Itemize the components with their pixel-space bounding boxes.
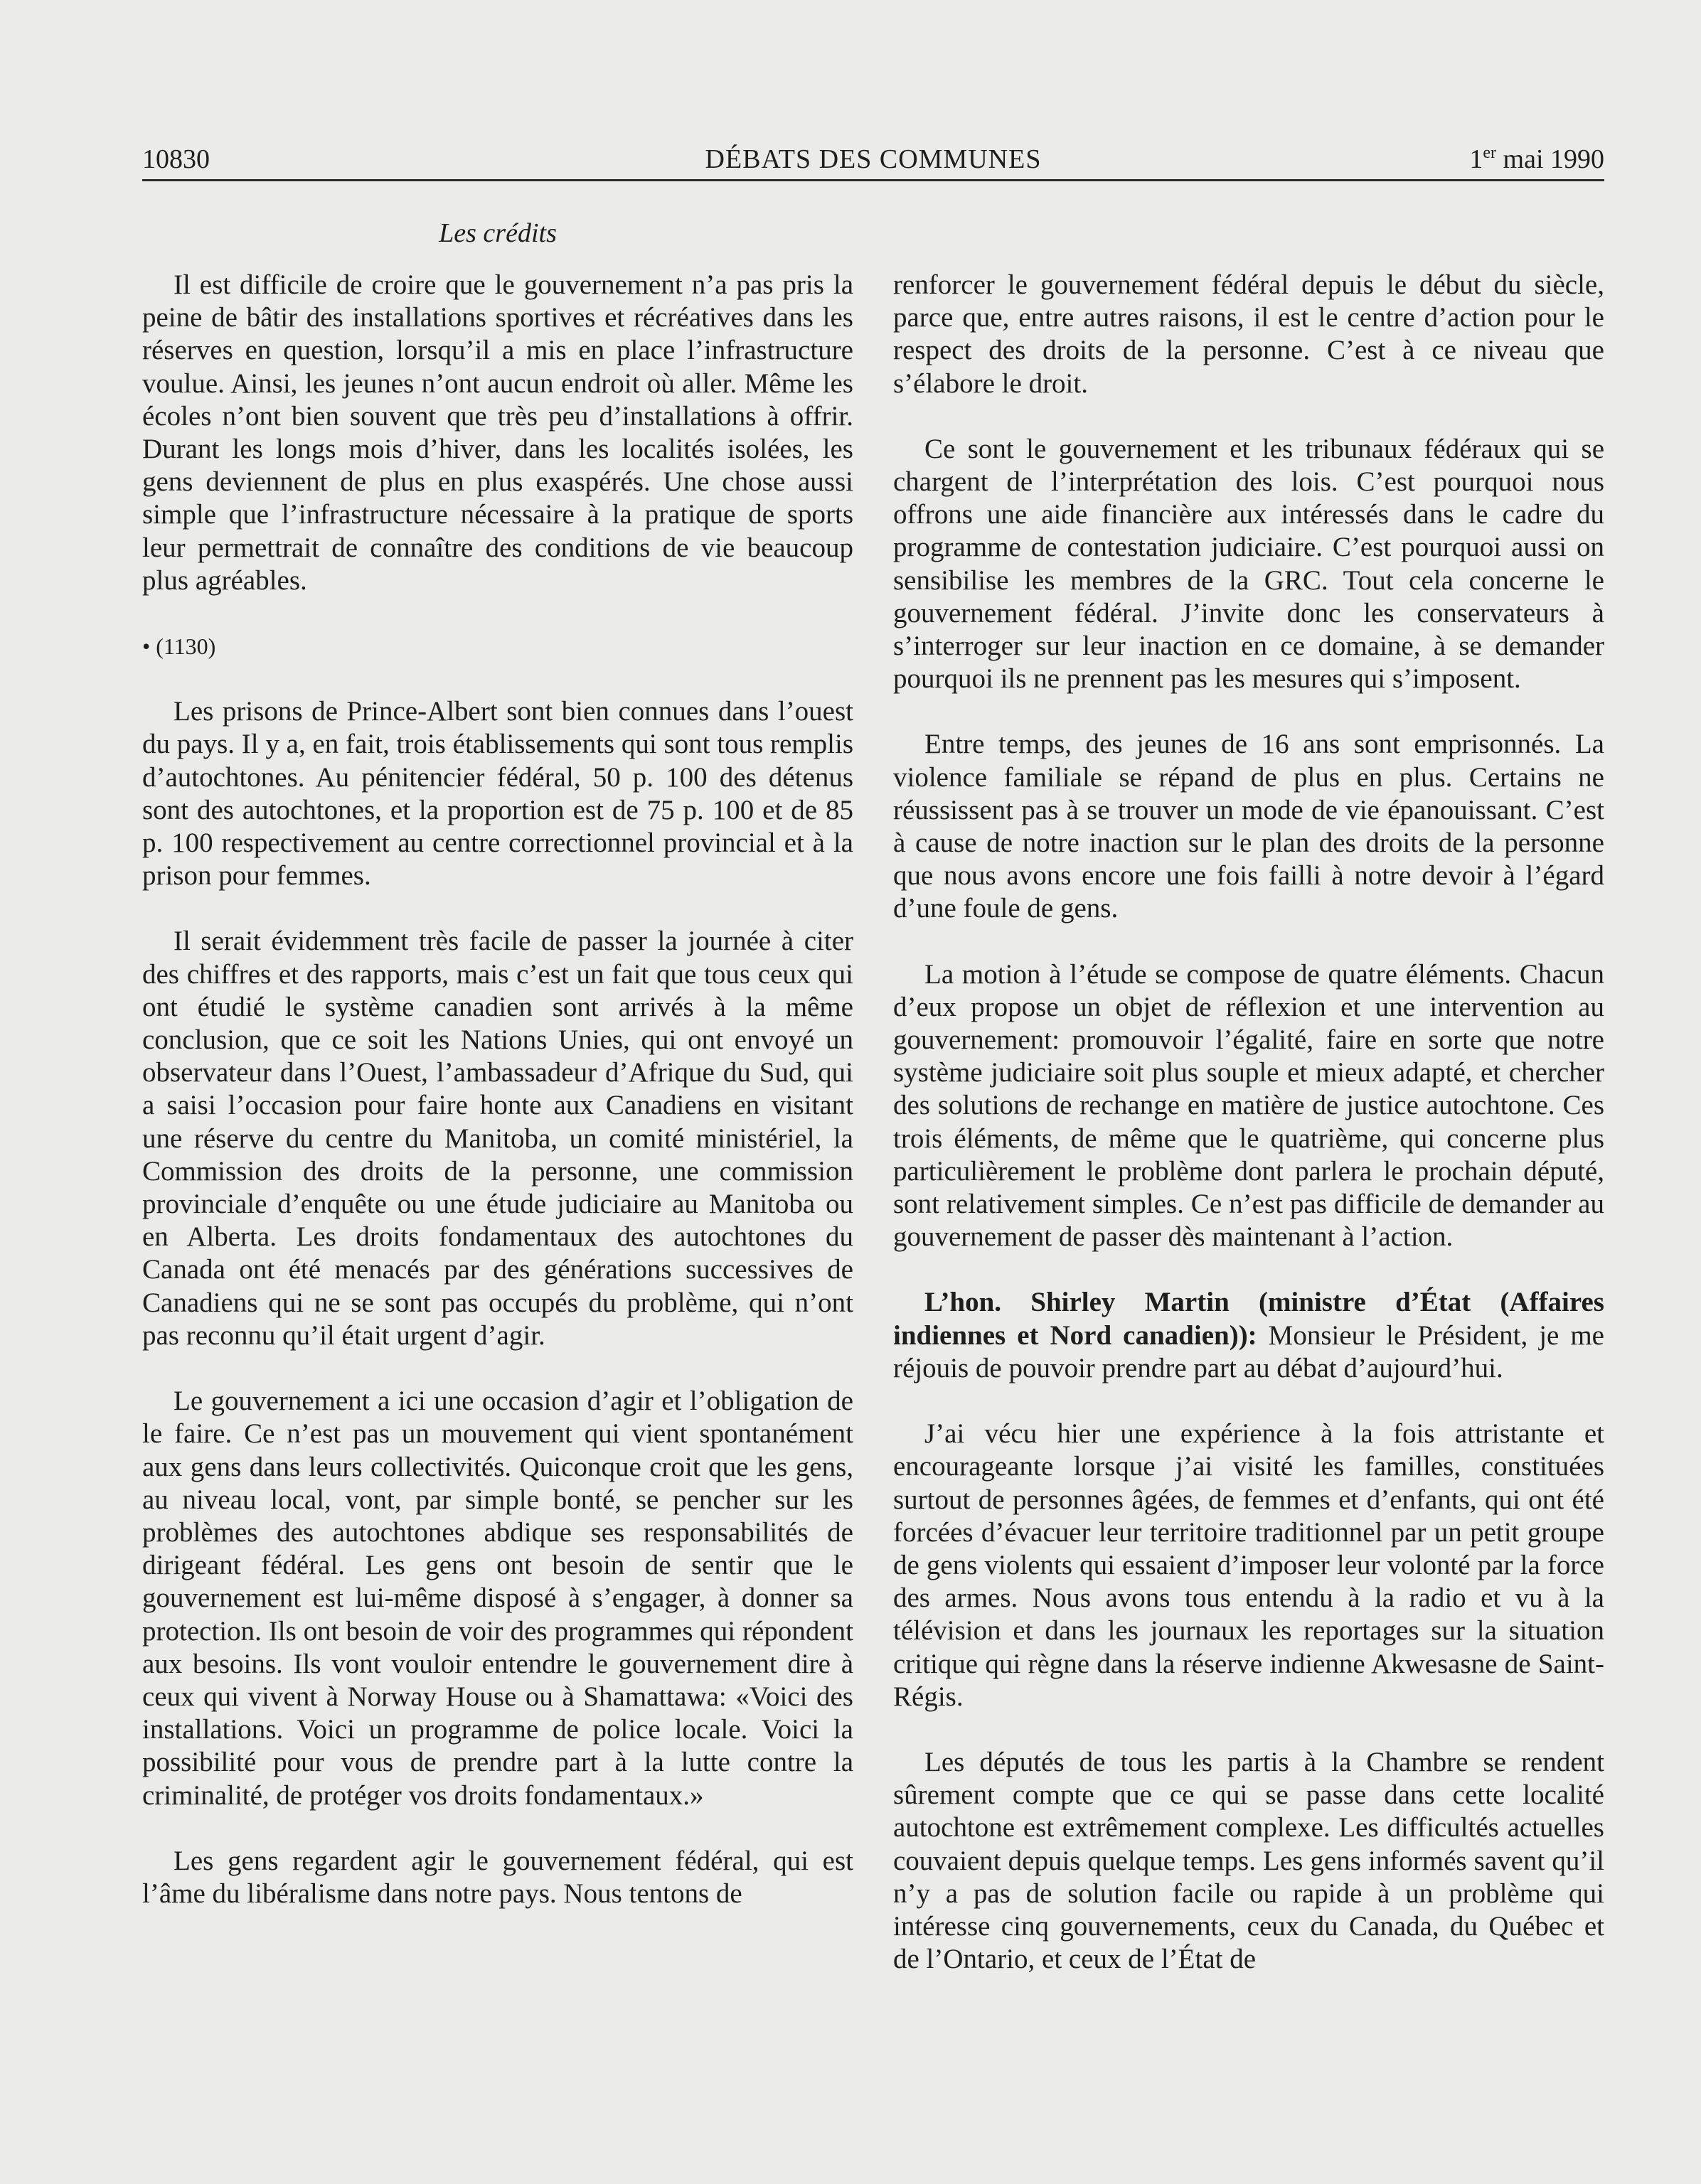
paragraph: Ce sont le gouvernement et les tribunaux fédéraux qui se chargent de l’interprétation des lois. C’est pourquoi nous offrons une aide financière aux intéressés dans le cadre du programme de contestation judiciaire. C’est pourquoi aussi on sensibilise les membres de la GRC. Tout cela concerne le gouvernement fédéral. J’invite donc les conservateurs à s’interroger sur leur inaction en ce domaine, à se demander pourquoi ils ne prennent pas les mesures qui s’imposent. (893, 433, 1604, 695)
header-rule (142, 179, 1604, 181)
paragraph: Les gens regardent agir le gouvernement fédéral, qui est l’âme du libéralisme dans notre pays. Nous tentons de (142, 1845, 853, 1909)
paragraph: renforcer le gouvernement fédéral depuis le début du siècle, parce que, entre autres raisons, il est le centre d’action pour le respect des droits de la personne. C’est à ce niveau que s’élabore le droit. (893, 269, 1604, 399)
paragraph: Les députés de tous les partis à la Chambre se rendent sûrement compte que ce qui se passe dans cette localité autochtone est extrêmement complexe. Les difficultés actuelles couvaient depuis quelque temps. Les gens informés savent qu’il n’y a pas de solution facile ou rapide à un problème qui intéresse cinq gouvernements, ceux du Canada, du Québec et de l’Ontario, et ceux de l’État de (893, 1746, 1604, 1975)
paragraph: Il serait évidemment très facile de passer la journée à citer des chiffres et des rapports, mais c’est un fait que tous ceux qui ont étudié le système canadien sont arrivés à la même conclusion, que ce soit les Nations Unies, qui ont envoyé un observateur dans l’Ouest, l’ambassadeur d’Afrique du Sud, qui a saisi l’occasion pour faire honte aux Canadiens en visitant une réserve du centre du Manitoba, un comité ministériel, la Commission des droits de la personne, une commission provinciale d’enquête ou une étude judiciaire au Manitoba ou en Alberta. Les droits fondamentaux des autochtones du Canada ont été menacés par des générations successives de Canadiens qui ne se sont pas occupés du problème, qui n’ont pas reconnu qu’il était urgent d’agir. (142, 926, 853, 1351)
paragraph: Le gouvernement a ici une occasion d’agir et l’obligation de le faire. Ce n’est pas un mouvement qui vient spontanément aux gens dans leurs collectivités. Quiconque croit que les gens, au niveau local, vont, par simple bonté, se pencher sur les problèmes des autochtones abdique ses responsabilités de dirigeant fédéral. Les gens ont besoin de sentir que le gouvernement est lui-même disposé à s’engager, à donner sa protection. Ils ont besoin de voir des programmes qui répondent aux besoins. Ils vont vouloir entendre le gouvernement dire à ceux qui vivent à Norway House ou à Shamattawa: «Voici des installations. Voici un programme de police locale. Voici la possibilité pour vous de prendre part à la lutte contre la criminalité, de protéger vos droits fondamentaux.» (142, 1386, 853, 1811)
left-column (142, 269, 853, 1943)
paragraph: Il est difficile de croire que le gouvernement n’a pas pris la peine de bâtir des installations sportives et récréatives dans les réserves en question, lorsqu’il a mis en place l’infrastructure voulue. Ainsi, les jeunes n’ont aucun endroit où aller. Même les écoles n’ont bien souvent que très peu d’installations à offrir. Durant les longs mois d’hiver, dans les localités isolées, les gens deviennent de plus en plus exaspérés. Une chose aussi simple que l’infrastructure nécessaire à la pratique de sports leur permettrait de connaître des conditions de vie beaucoup plus agréables. (142, 269, 853, 596)
paragraph: Les prisons de Prince-Albert sont bien connues dans l’ouest du pays. Il y a, en fait, trois établissements qui sont tous remplis d’autochtones. Au pénitencier fédéral, 50 p. 100 des détenus sont des autochtones, et la proportion est de 75 p. 100 et de 85 p. 100 respectivement au centre correctionnel provincial et à la prison pour femmes. (142, 696, 853, 892)
speaker-name: L’hon. Shirley Martin (ministre d’État (Affaires indiennes et Nord canadien)): (893, 1287, 1604, 1351)
speaker-text: Monsieur le Président, je me réjouis de pouvoir prendre part au débat d’aujourd’hui. (893, 1320, 1604, 1383)
publication-title: DÉBATS DES COMMUNES (705, 144, 1042, 174)
right-column (893, 269, 1604, 2008)
date-superscript: er (1483, 144, 1497, 162)
paragraph: J’ai vécu hier une expérience à la fois attristante et encourageante lorsque j’ai visité les familles, constituées surtout de personnes âgées, de femmes et d’enfants, qui ont été forcées d’évacuer leur territoire traditionnel par un petit groupe de gens violents qui essaient d’imposer leur volonté par la force des armes. Nous avons tous entendu à la radio et vu à la télévision et dans les journaux les reportages sur la situation critique qui règne dans la réserve indienne Akwesasne de Saint-Régis. (893, 1418, 1604, 1712)
paragraph: La motion à l’étude se compose de quatre éléments. Chacun d’eux propose un objet de réflexion et une intervention au gouvernement: promouvoir l’égalité, faire en sorte que notre système judiciaire soit plus souple et mieux adapté, et chercher des solutions de rechange en matière de justice autochtone. Ces trois éléments, de même que le quatrième, qui concerne plus particulièrement le problème dont parlera le prochain député, sont relativement simples. Ce n’est pas difficile de demander au gouvernement de passer dès maintenant à l’action. (893, 958, 1604, 1253)
page-header (142, 139, 1604, 179)
paragraph: Entre temps, des jeunes de 16 ans sont emprisonnés. La violence familiale se répand de plus en plus. Certains ne réussissent pas à se trouver un mode de vie épanouissant. C’est à cause de notre inaction sur le plan des droits de la personne que nous avons encore une fois failli à notre devoir à l’égard d’une foule de gens. (893, 729, 1604, 924)
section-title: Les crédits (439, 218, 557, 248)
time-marker: • (1130) (142, 633, 216, 660)
date-month-year: mai 1990 (1496, 144, 1604, 174)
speaker-paragraph (893, 1286, 1604, 1385)
page-number: 10830 (142, 144, 210, 174)
date-day: 1 (1469, 144, 1483, 174)
publication-date (1469, 139, 1604, 179)
